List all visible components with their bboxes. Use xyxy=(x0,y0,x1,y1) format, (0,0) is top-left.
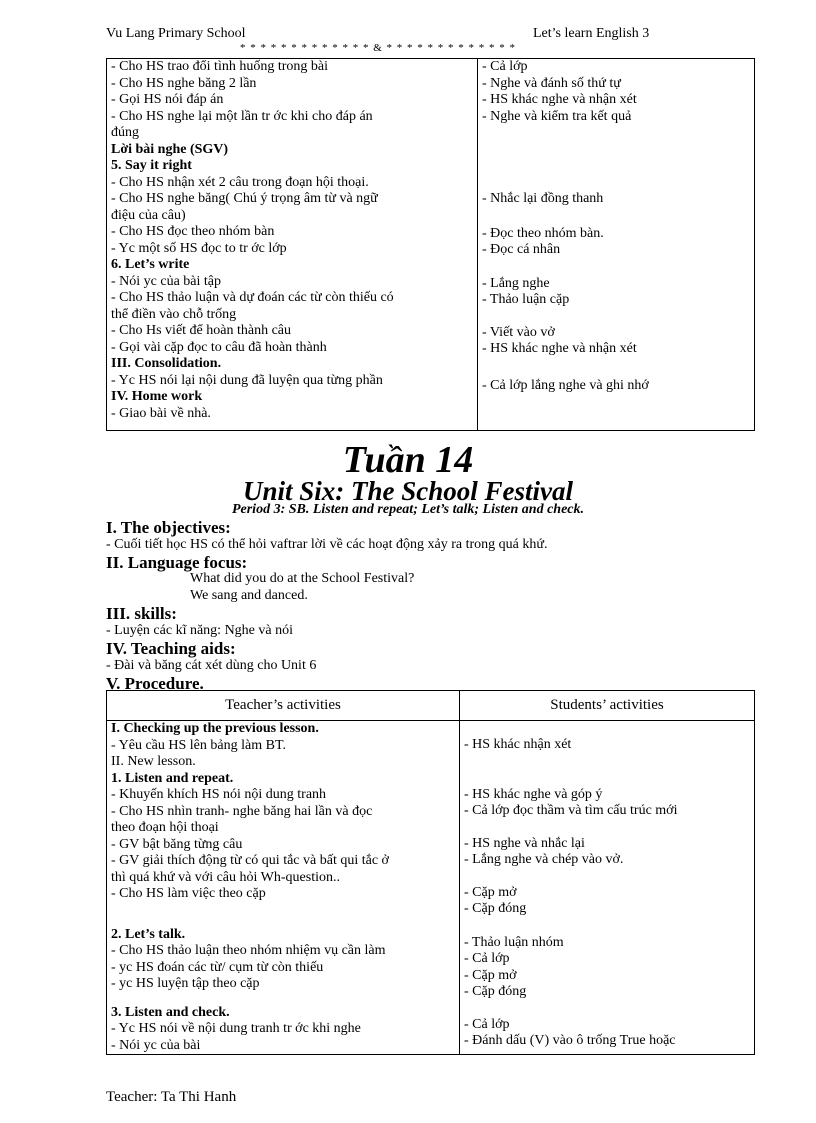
list-item: đúng xyxy=(111,125,139,140)
list-item: điệu của câu) xyxy=(111,207,186,223)
skills-heading: III. skills: xyxy=(106,604,177,623)
list-item: thể điền vào chỗ trống xyxy=(111,306,237,322)
subheading: Lời bài nghe (SGV) xyxy=(111,141,229,157)
list-item: thì quá khứ và với câu hỏi Wh-question.. xyxy=(111,869,340,885)
objectives-heading: I. The objectives: xyxy=(106,518,231,537)
list-item: - HS khác nhận xét xyxy=(464,737,572,752)
header-school: Vu Lang Primary School xyxy=(106,26,246,41)
list-item: - Thảo luận nhóm xyxy=(464,934,564,950)
list-item: - Yêu cầu HS lên bảng làm BT. xyxy=(111,737,286,753)
list-item: - Viết vào vở xyxy=(482,324,555,340)
list-item: - HS khác nghe và nhận xét xyxy=(482,92,637,107)
list-item: theo đoạn hội thoại xyxy=(111,820,219,835)
list-item: - GV bật băng từng câu xyxy=(111,836,243,852)
list-item: - Cả lớp xyxy=(482,59,528,74)
list-item: - Cho HS thảo luận và dự đoán các từ còn thiếu có xyxy=(111,290,394,305)
list-item: - Cho HS nghe lại một lần tr ớc khi cho đáp án xyxy=(111,108,373,124)
student-activities-cell xyxy=(460,721,755,1055)
list-item: - Nói yc của bài tập xyxy=(111,273,222,289)
procedure-heading: V. Procedure. xyxy=(106,674,204,693)
list-item: - yc HS luyện tập theo cặp xyxy=(111,976,260,991)
unit-title: Unit Six: The School Festival xyxy=(242,476,574,506)
list-item: - Cho HS nhìn tranh- nghe băng hai lần và đọc xyxy=(111,803,373,819)
list-item: - GV giải thích động từ có qui tắc và bất qui tắc ở xyxy=(111,853,389,868)
list-item: - Cả lớp xyxy=(464,1016,510,1032)
subheading: 6. Let’s write xyxy=(111,257,190,272)
subheading: I. Checking up the previous lesson. xyxy=(111,721,319,736)
list-item: - Lắng nghe xyxy=(482,275,550,291)
skills-text: - Luyện các kĩ năng: Nghe và nói xyxy=(106,623,293,638)
list-item: - HS nghe và nhắc lại xyxy=(464,835,585,851)
objectives-text: - Cuối tiết học HS có thể hỏi vaftrar lời về các hoạt động xảy ra trong quá khứ. xyxy=(106,537,548,552)
language-focus-line-1: What did you do at the School Festival? xyxy=(190,571,415,586)
period-title: Period 3: SB. Listen and repeat; Let’s talk; Listen and check. xyxy=(231,502,585,517)
list-item: - Yc một số HS đọc to tr ớc lớp xyxy=(111,240,287,256)
week-title: Tuần 14 xyxy=(342,439,474,481)
header-course: Let’s learn English 3 xyxy=(533,26,650,41)
list-item: - Cho HS đọc theo nhóm bàn xyxy=(111,224,275,239)
subheading: 5. Say it right xyxy=(111,158,192,173)
teacher-activities-cell xyxy=(107,59,478,431)
lesson-table-previous xyxy=(106,58,755,431)
list-item: - Đọc cá nhân xyxy=(482,242,561,257)
list-item: - Yc HS nói về nội dung tranh tr ớc khi nghe xyxy=(111,1021,361,1036)
list-item: - Cho HS làm việc theo cặp xyxy=(111,886,266,901)
list-item: - Cho HS nghe băng 2 lần xyxy=(111,75,257,91)
subheading: III. Consolidation. xyxy=(111,356,222,371)
teaching-aids-heading: IV. Teaching aids: xyxy=(106,639,236,658)
list-item: - HS khác nghe và góp ý xyxy=(464,786,603,802)
list-item: - Nhắc lại đồng thanh xyxy=(482,191,604,206)
student-activities-cell xyxy=(478,59,755,431)
list-item: - Cho HS nghe băng( Chú ý trọng âm từ và ngữ xyxy=(111,191,378,206)
list-item: - Yc HS nói lại nội dung đã luyện qua từng phần xyxy=(111,372,383,388)
list-item: - Gọi HS nói đáp án xyxy=(111,92,224,107)
student-activities-header: Students’ activities xyxy=(460,691,755,721)
list-item: - Lắng nghe và chép vào vở. xyxy=(464,852,624,867)
header-separator: * * * * * * * * * * * * * & * * * * * * * * * * * * * xyxy=(240,42,517,54)
list-item: - Cho HS thảo luận theo nhóm nhiệm vụ cần làm xyxy=(111,943,386,958)
list-item: - Cả lớp lắng nghe và ghi nhớ xyxy=(482,377,649,393)
list-item: - Cho HS trao đổi tình huống trong bài xyxy=(111,59,328,74)
list-item: - yc HS đoán các từ/ cụm từ còn thiếu xyxy=(111,959,324,975)
list-item: - Đọc theo nhóm bàn. xyxy=(482,225,604,241)
list-item: - Gọi vài cặp đọc to câu đã hoàn thành xyxy=(111,339,327,355)
list-item: - Cặp đóng xyxy=(464,901,527,916)
subheading: IV. Home work xyxy=(111,389,203,404)
list-item: - Cả lớp đọc thầm và tìm cấu trúc mới xyxy=(464,803,678,818)
list-item: - Cặp mở xyxy=(464,884,517,900)
list-item: - Giao bài về nhà. xyxy=(111,405,211,421)
teacher-activities-header: Teacher’s activities xyxy=(107,691,460,721)
list-item: - Khuyến khích HS nói nội dung tranh xyxy=(111,787,327,802)
list-item: - HS khác nghe và nhận xét xyxy=(482,341,637,356)
list-item: - Nghe và đánh số thứ tự xyxy=(482,75,621,91)
teacher-activities-cell xyxy=(107,721,460,1055)
list-item: - Cặp đóng xyxy=(464,984,527,999)
list-item: - Nghe và kiểm tra kết quả xyxy=(482,108,632,124)
list-item: - Nói yc của bài xyxy=(111,1037,201,1053)
procedure-table xyxy=(106,690,755,1055)
list-item: - Cho Hs viết để hoàn thành câu xyxy=(111,323,292,338)
language-focus-heading: II. Language focus: xyxy=(106,553,248,572)
list-item: - Cho HS nhận xét 2 câu trong đoạn hội thoại. xyxy=(111,174,369,190)
list-item: - Cả lớp xyxy=(464,951,510,966)
list-item: - Đánh dấu (V) vào ô trống True hoặc xyxy=(464,1033,676,1048)
subheading: 2. Let’s talk. xyxy=(111,926,186,942)
language-focus-line-2: We sang and danced. xyxy=(190,588,308,603)
subheading: 3. Listen and check. xyxy=(111,1004,230,1020)
list-item: - Cặp mở xyxy=(464,967,517,983)
teaching-aids-text: - Đài và băng cát xét dùng cho Unit 6 xyxy=(106,658,317,673)
subheading: 1. Listen and repeat. xyxy=(111,770,234,786)
footer-teacher: Teacher: Ta Thi Hanh xyxy=(106,1089,237,1105)
list-item: II. New lesson. xyxy=(111,754,196,769)
list-item: - Thảo luận cặp xyxy=(482,292,570,307)
